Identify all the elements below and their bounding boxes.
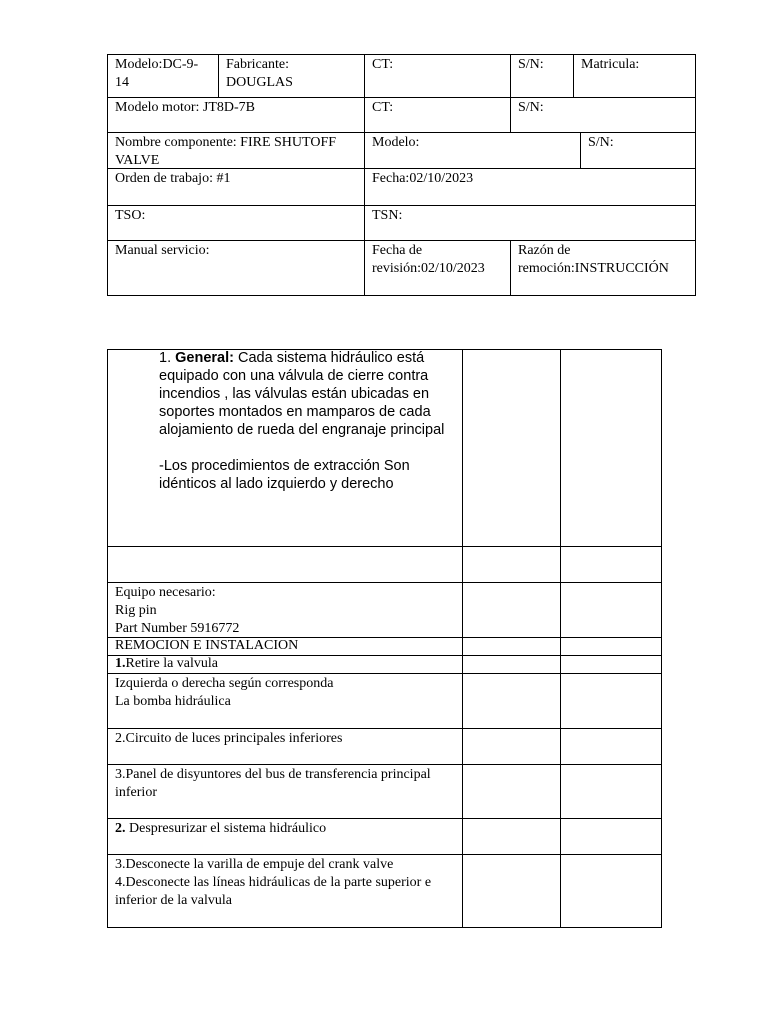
equipo-label: Equipo necesario: bbox=[115, 585, 216, 600]
section-title: REMOCION E INSTALACION bbox=[115, 638, 299, 653]
step-circuito-luces: 2.Circuito de luces principales inferiores bbox=[115, 731, 343, 746]
general-paragraph: 1. General: Cada sistema hidráulico está equipado con una válvula de cierre contra incendios , las válvulas están ubicadas en soportes montados en mamparos de cada alojamiento de rueda del engranaje principal bbox=[159, 350, 445, 438]
orden-trabajo-field: Orden de trabajo: #1 bbox=[115, 171, 231, 186]
ct-field: CT: bbox=[372, 57, 394, 72]
componente-sn-field: S/N: bbox=[588, 135, 614, 150]
step-panel-disyuntores: 3.Panel de disyuntores del bus de transferencia principal inferior bbox=[115, 767, 431, 800]
nombre-componente-field: Nombre componente: FIRE SHUTOFF VALVE bbox=[115, 135, 337, 168]
tsn-field: TSN: bbox=[372, 208, 403, 223]
step-retire-valvula: 1.Retire la valvula bbox=[115, 656, 219, 671]
sn-field: S/N: bbox=[518, 57, 544, 72]
general-description bbox=[150, 349, 450, 546]
part-number: Part Number 5916772 bbox=[115, 621, 240, 636]
equipo-item: Rig pin bbox=[115, 603, 157, 618]
tso-field: TSO: bbox=[115, 208, 146, 223]
modelo-field: Modelo:DC-9-14 bbox=[115, 57, 199, 90]
general-label: General: bbox=[175, 350, 234, 366]
motor-sn-field: S/N: bbox=[518, 100, 544, 115]
motor-ct-field: CT: bbox=[372, 100, 394, 115]
fabricante-field: Fabricante: DOUGLAS bbox=[226, 57, 293, 90]
step-desconectar: 3.Desconecte la varilla de empuje del crank valve 4.Desconecte las líneas hidráulicas de la parte superior e inferior de la valvula bbox=[115, 857, 432, 908]
fecha-field: Fecha:02/10/2023 bbox=[372, 171, 474, 186]
general-note: -Los procedimientos de extracción Son idénticos al lado izquierdo y derecho bbox=[159, 458, 410, 492]
componente-modelo-field: Modelo: bbox=[372, 135, 420, 150]
fecha-revision-field: Fecha de revisión:02/10/2023 bbox=[372, 243, 485, 276]
modelo-motor-field: Modelo motor: JT8D-7B bbox=[115, 100, 255, 115]
matricula-field: Matricula: bbox=[581, 57, 640, 72]
step-despresurizar: 2. Despresurizar el sistema hidráulico bbox=[115, 821, 327, 836]
equipo-necesario bbox=[107, 582, 462, 637]
step-izquierda-derecha: Izquierda o derecha según corresponda La bomba hidráulica bbox=[115, 676, 334, 709]
manual-servicio-field: Manual servicio: bbox=[115, 243, 210, 258]
razon-remocion-field: Razón de remoción:INSTRUCCIÓN bbox=[518, 243, 669, 276]
